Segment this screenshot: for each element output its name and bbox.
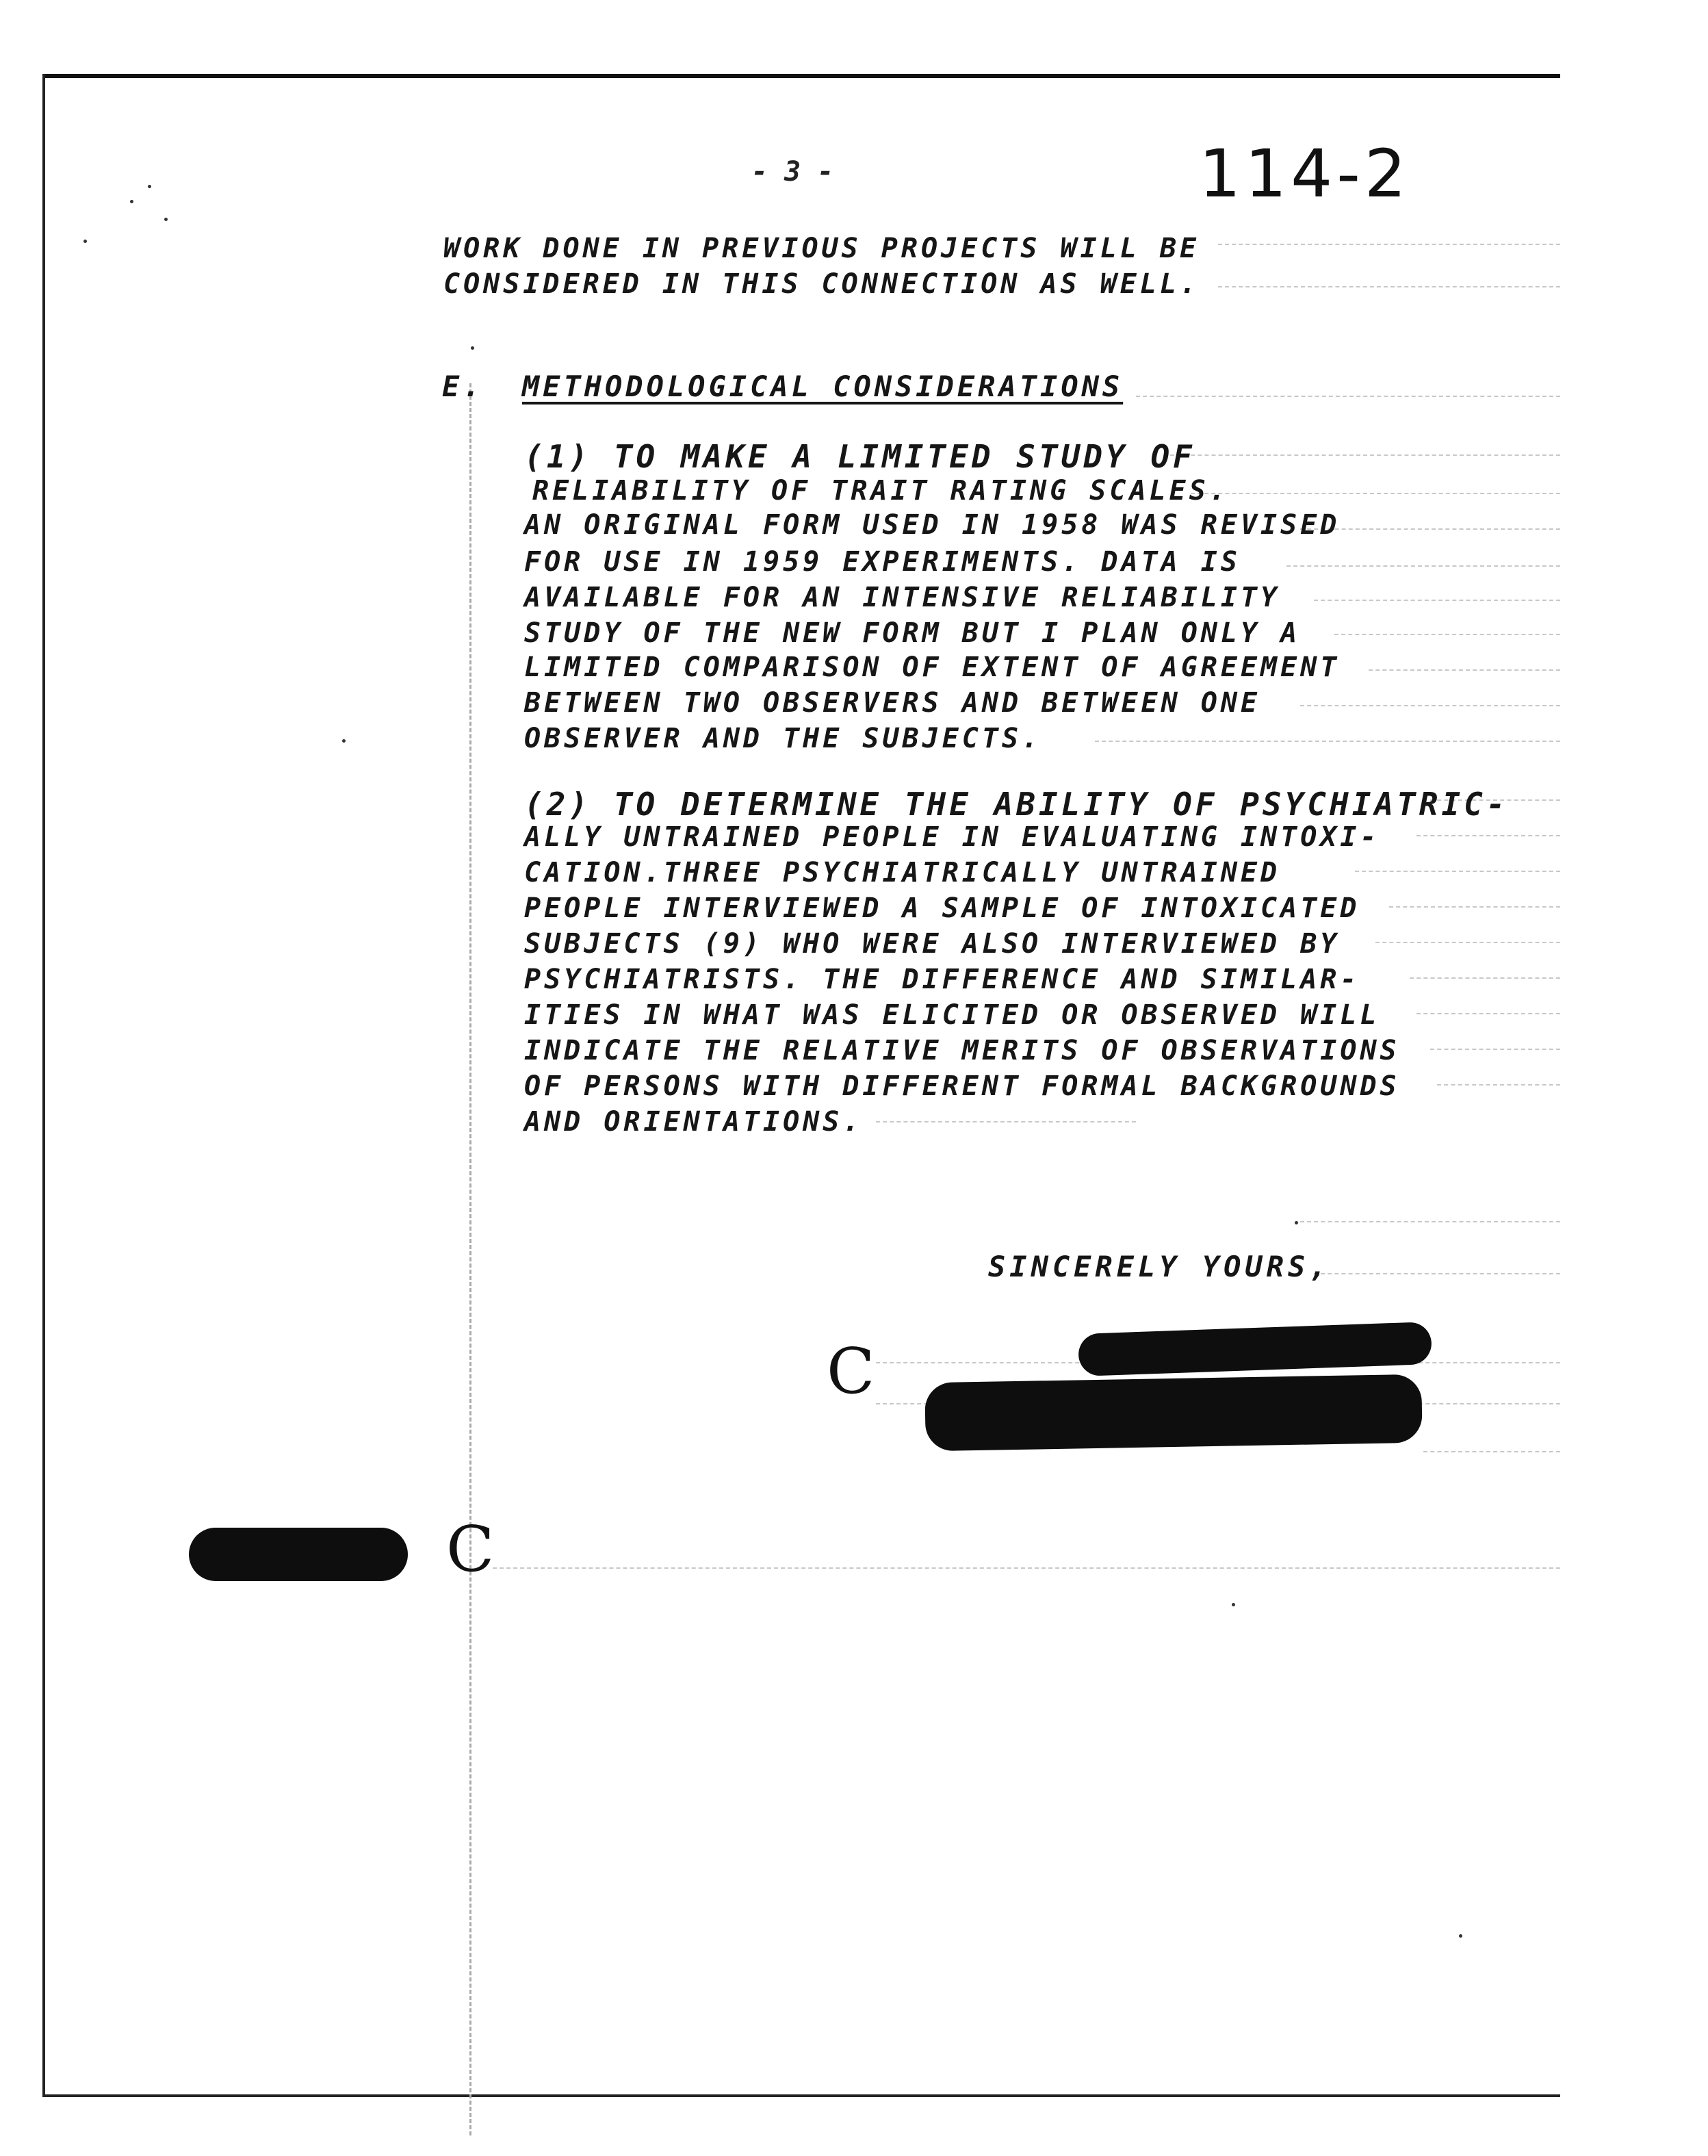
scan-speck: [164, 218, 168, 221]
scan-border-top: [42, 74, 1560, 78]
item-1-line: AN ORIGINAL FORM USED IN 1958 WAS REVISED: [524, 509, 1341, 541]
item-2-line: INDICATE THE RELATIVE MERITS OF OBSERVATIONS: [524, 1035, 1400, 1066]
item-2-line: SUBJECTS (9) WHO WERE ALSO INTERVIEWED BY: [524, 928, 1341, 960]
item-1-line: BETWEEN TWO OBSERVERS AND BETWEEN ONE: [524, 687, 1261, 719]
ruled-line: [1410, 977, 1560, 979]
scan-border-bottom: [42, 2094, 1560, 2097]
ruled-line: [1163, 454, 1560, 456]
item-2-line: PSYCHIATRISTS. THE DIFFERENCE AND SIMILAR-: [524, 964, 1360, 995]
item-1-line: RELIABILITY OF TRAIT RATING SCALES.: [532, 475, 1229, 506]
item-2-line: PEOPLE INTERVIEWED A SAMPLE OF INTOXICATED: [524, 893, 1360, 924]
scan-border-left: [42, 74, 45, 2097]
ruled-line: [1437, 1084, 1560, 1086]
item-1-line: LIMITED COMPARISON OF EXTENT OF AGREEMENT: [524, 652, 1341, 683]
document-number: 114-2: [1199, 136, 1410, 212]
item-1-line: AVAILABLE FOR AN INTENSIVE RELIABILITY: [524, 582, 1281, 613]
section-heading: [442, 370, 1123, 403]
footer-redaction: [189, 1528, 408, 1581]
ruled-line: [1218, 286, 1560, 287]
item-1-line: STUDY OF THE NEW FORM BUT I PLAN ONLY A: [524, 617, 1301, 649]
ruled-line: [1300, 1221, 1560, 1222]
item-2-line: AND ORIENTATIONS.: [524, 1106, 863, 1138]
section-title: METHODOLOGICAL CONSIDERATIONS: [521, 370, 1124, 403]
signature-redaction-top: [1078, 1322, 1432, 1376]
ruled-line: [1314, 600, 1560, 601]
ruled-line: [1355, 871, 1560, 872]
scan-speck: [83, 240, 87, 243]
ruled-line: [1416, 835, 1560, 836]
ruled-line: [876, 1121, 1136, 1122]
item-1-line: FOR USE IN 1959 EXPERIMENTS. DATA IS: [524, 546, 1241, 578]
scan-speck: [471, 346, 474, 350]
section-letter: E.: [442, 370, 484, 403]
ruled-line: [1423, 1451, 1560, 1452]
scan-speck: [130, 200, 133, 203]
closing-signoff: SINCERELY YOURS,: [988, 1250, 1331, 1283]
intro-line-2: CONSIDERED IN THIS CONNECTION AS WELL.: [443, 268, 1200, 300]
ruled-line: [1095, 741, 1560, 742]
ruled-line: [1334, 634, 1560, 635]
ruled-line: [1218, 244, 1560, 245]
scan-speck: [342, 739, 346, 743]
item-2-line: OF PERSONS WITH DIFFERENT FORMAL BACKGROUNDS: [524, 1070, 1400, 1102]
scan-speck: [148, 185, 151, 188]
scan-speck: [1295, 1221, 1298, 1224]
scan-speck: [1459, 1934, 1462, 1938]
ruled-line: [1430, 1049, 1560, 1050]
signature-mark: C: [827, 1335, 875, 1408]
ruled-line: [1136, 396, 1560, 397]
ruled-line: [493, 1567, 1560, 1569]
intro-line-1: WORK DONE IN PREVIOUS PROJECTS WILL BE: [443, 233, 1200, 264]
ruled-line: [1191, 493, 1560, 494]
ruled-line: [1286, 565, 1560, 567]
ruled-line: [1389, 906, 1560, 908]
item-2-line: ITIES IN WHAT WAS ELICITED OR OBSERVED WILL: [524, 999, 1380, 1031]
item-1-line: (1) TO MAKE A LIMITED STUDY OF: [524, 438, 1195, 475]
ruled-line: [1314, 1273, 1560, 1274]
ruled-line: [1300, 705, 1560, 706]
item-2-line: ALLY UNTRAINED PEOPLE IN EVALUATING INTOXI-: [524, 821, 1380, 853]
ruled-line: [1416, 1013, 1560, 1014]
scan-speck: [1232, 1603, 1235, 1606]
signature-redaction-bottom: [924, 1374, 1423, 1452]
item-2-line: CATION.THREE PSYCHIATRICALLY UNTRAINED: [524, 857, 1281, 888]
ruled-line: [1375, 942, 1560, 943]
item-1-line: OBSERVER AND THE SUBJECTS.: [524, 723, 1042, 754]
item-2-line: (2) TO DETERMINE THE ABILITY OF PSYCHIATRIC-: [524, 786, 1509, 823]
margin-guide-line: [469, 383, 471, 2135]
footer-mark: C: [446, 1513, 495, 1586]
page-number: - 3 -: [751, 156, 834, 188]
ruled-line: [1369, 669, 1560, 671]
